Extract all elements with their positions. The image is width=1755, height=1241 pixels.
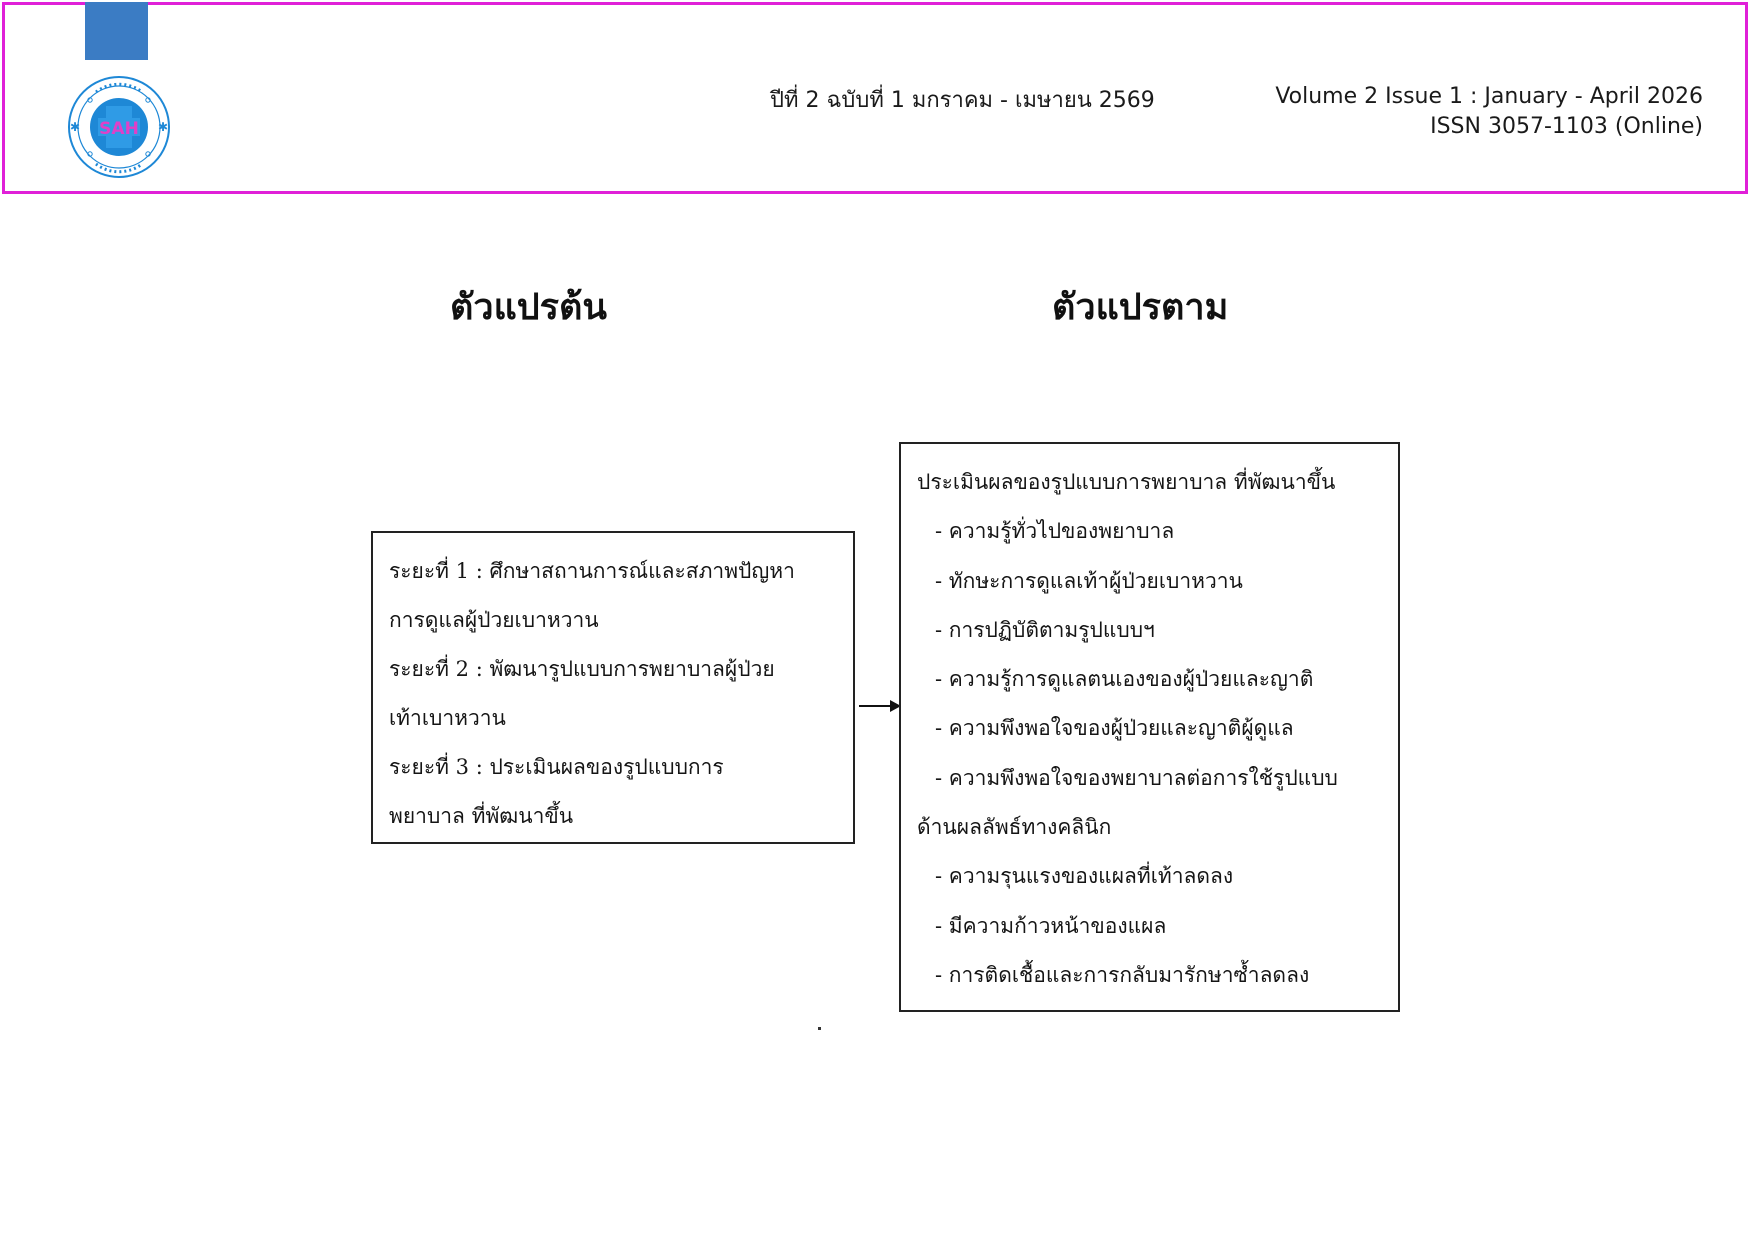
- arrow-right-icon: [858, 696, 902, 716]
- svg-text:✱: ✱: [158, 120, 169, 134]
- independent-line: การดูแลผู้ป่วยเบาหวาน: [389, 608, 599, 632]
- logo-text: SAH: [99, 119, 139, 139]
- header-corner-block: [85, 2, 148, 60]
- dependent-line: - ทักษะการดูแลเท้าผู้ป่วยเบาหวาน: [935, 568, 1243, 593]
- issn: ISSN 3057-1103 (Online): [1430, 114, 1703, 139]
- dependent-line: ประเมินผลของรูปแบบการพยาบาล ที่พัฒนาขึ้น: [917, 470, 1336, 494]
- issue-english-block: [1275, 82, 1703, 142]
- independent-line: ระยะที่ 1 : ศึกษาสถานการณ์และสภาพปัญหา: [389, 559, 795, 583]
- logo-graphic: [66, 72, 172, 182]
- issue-thai: ปีที่ 2 ฉบับที่ 1 มกราคม - เมษายน 2569: [770, 88, 1155, 113]
- journal-logo: [66, 72, 172, 182]
- independent-line: ระยะที่ 2 : พัฒนารูปแบบการพยาบาลผู้ป่วย: [389, 657, 775, 681]
- independent-line: พยาบาล ที่พัฒนาขึ้น: [389, 804, 574, 828]
- independent-line: ระยะที่ 3 : ประเมินผลของรูปแบบการ: [389, 755, 724, 779]
- dependent-variable-title: ตัวแปรตาม: [1052, 286, 1229, 328]
- dependent-line: - การติดเชื้อและการกลับมารักษาซ้ำลดลง: [935, 962, 1310, 987]
- issue-english: Volume 2 Issue 1 : January - April 2026: [1275, 84, 1703, 109]
- independent-variable-box: [371, 531, 855, 844]
- dependent-line: - ความรุนแรงของแผลที่เท้าลดลง: [935, 864, 1234, 889]
- dependent-line: - ความพึงพอใจของผู้ป่วยและญาติผู้ดูแล: [935, 716, 1294, 741]
- dependent-line: ด้านผลลัพธ์ทางคลินิก: [917, 815, 1112, 840]
- dependent-line: - ความรู้การดูแลตนเองของผู้ป่วยและญาติ: [935, 667, 1314, 692]
- dependent-line: - การปฏิบัติตามรูปแบบฯ: [935, 617, 1155, 642]
- dependent-line: - ความรู้ทั่วไปของพยาบาล: [935, 519, 1175, 544]
- independent-line: เท้าเบาหวาน: [389, 706, 506, 730]
- dependent-variable-box: [899, 442, 1400, 1012]
- independent-variable-title: ตัวแปรต้น: [450, 286, 607, 328]
- stray-dot: [818, 1027, 821, 1030]
- dependent-line: - ความพึงพอใจของพยาบาลต่อการใช้รูปแบบ: [935, 765, 1338, 790]
- dependent-line: - มีความก้าวหน้าของแผล: [935, 913, 1167, 938]
- svg-text:✱: ✱: [70, 120, 81, 134]
